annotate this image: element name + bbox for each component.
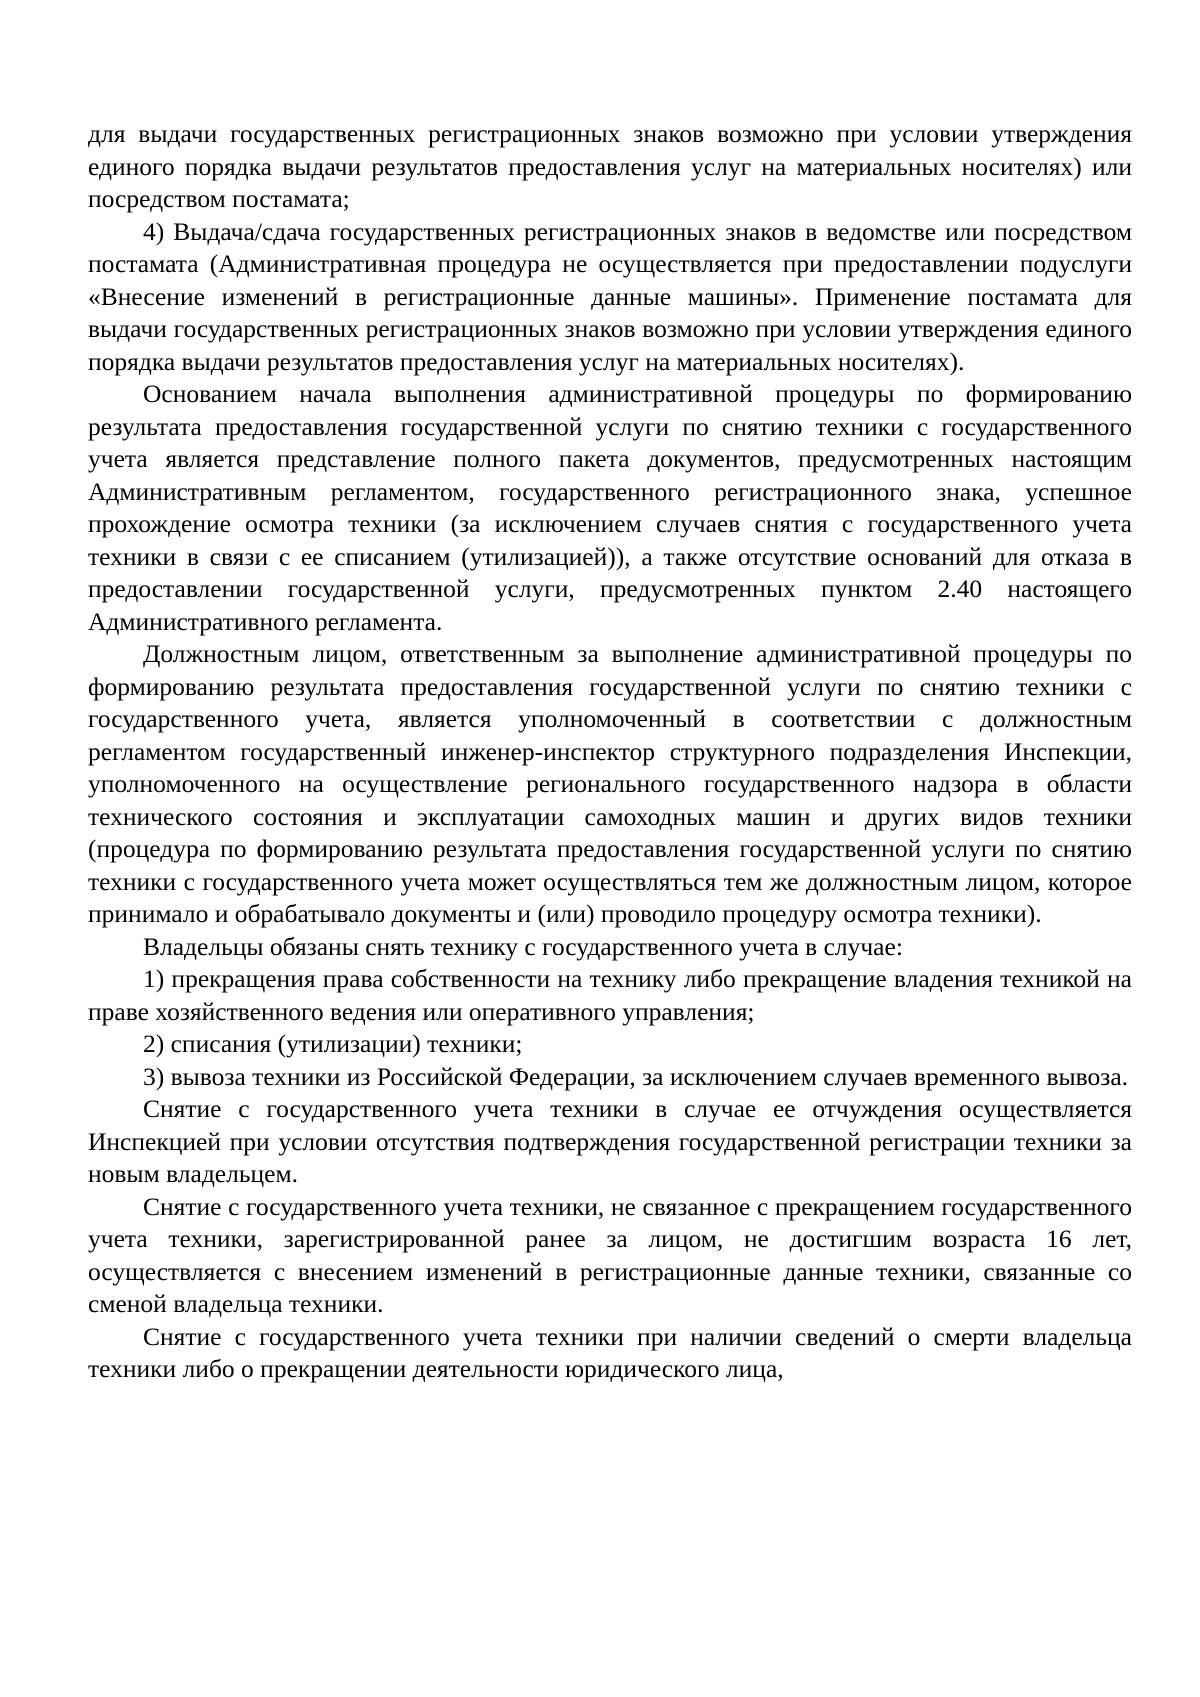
paragraph-alienation: Снятие с государственного учета техники в случае ее отчуждения осуществляется Инспекцией при условии отсутствия подтверждения государственной регистрации техники за новым владельцем. xyxy=(88,1094,1132,1188)
paragraph-item-4: 4) Выдача/сдача государственных регистрационных знаков в ведомстве или посредством постамата (Административная процедура не осуществляется при предоставлении подуслуги «Внесение изменений в регистрационные данные машины». Применение постамата для выдачи государственных регистрационных знаков возможно при условии утверждения единого порядка выдачи результатов предоставления услуг на материальных носителях). xyxy=(88,216,1132,376)
paragraph-responsible-official: Должностным лицом, ответственным за выполнение административной процедуры по формированию результата предоставления государственной услуги по снятию техники с государственного учета, является уполномоченный в соответствии с должностным регламентом государственный инженер-инспектор структурного подразделения Инспекции, уполномоченного на осуществление регионального государственного надзора в области технического состояния и эксплуатации самоходных машин и других видов техники (процедура по формированию результата предоставления государственной услуги по снятию техники с государственного учета может осуществляться тем же должностным лицом, которое принимало и обрабатывало документы и (или) проводило процедуру осмотра техники). xyxy=(88,639,1132,928)
list-item-1: 1) прекращения права собственности на технику либо прекращение владения техникой на праве хозяйственного ведения или оперативного управления; xyxy=(88,964,1132,1026)
paragraph-minor-owner: Снятие с государственного учета техники, не связанное с прекращением государственного учета техники, зарегистрированной ранее за лицом, не достигшим возраста 16 лет, осуществляется с внесением изменений в регистрационные данные техники, связанные со сменой владельца техники. xyxy=(88,1191,1132,1318)
list-item-2: 2) списания (утилизации) техники; xyxy=(143,1029,523,1058)
list-item-3: 3) вывоза техники из Российской Федерации, за исключением случаев временного вывоза. xyxy=(143,1061,1129,1091)
paragraph-death-of-owner: Снятие с государственного учета техники при наличии сведений о смерти владельца техники либо о прекращении деятельности юридического лица, xyxy=(88,1321,1132,1383)
paragraph-owners-obliged: Владельцы обязаны снять технику с государственного учета в случае: xyxy=(143,931,903,961)
document-page xyxy=(88,118,1132,1386)
paragraph-basis: Основанием начала выполнения административной процедуры по формированию результата предоставления государственной услуги по снятию техники с государственного учета является представление полного пакета документов, предусмотренных настоящим Административным регламентом, государственного регистрационного знака, успешное прохождение осмотра техники (за исключением случаев снятия с государственного учета техники в связи с ее списанием (утилизацией)), а также отсутствие оснований для отказа в предоставлении государственной услуги, предусмотренных пунктом 2.40 настоящего Административного регламента. xyxy=(88,379,1132,636)
paragraph-continuation: для выдачи государственных регистрационных знаков возможно при условии утверждения единого порядка выдачи результатов предоставления услуг на материальных носителях) или посредством постамата; xyxy=(88,119,1132,213)
